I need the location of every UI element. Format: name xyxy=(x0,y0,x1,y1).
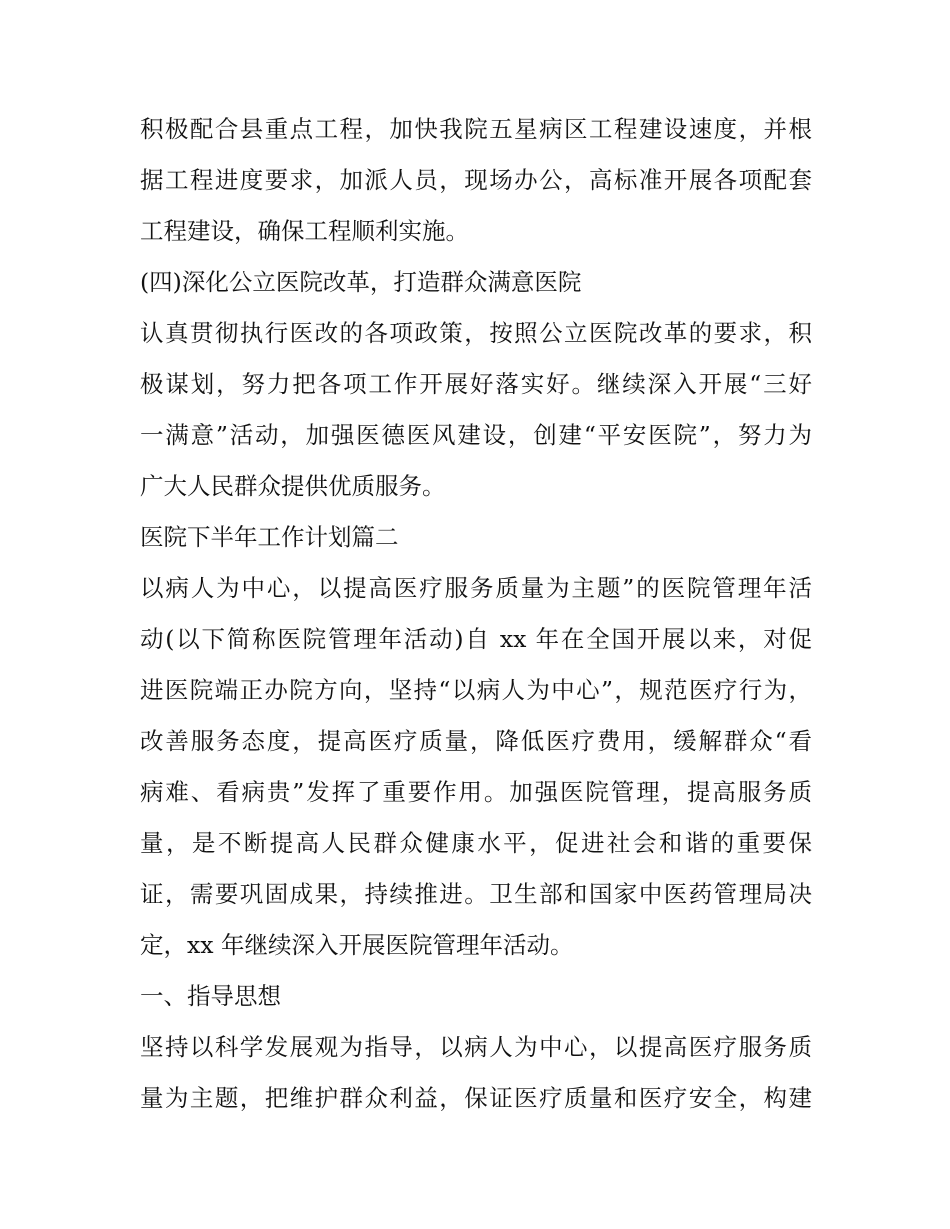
text-line: 量，是不断提高人民群众健康水平，促进社会和谐的重要保 xyxy=(140,829,812,857)
document-body xyxy=(140,104,812,1124)
text-line: 量为主题，把维护群众利益，保证医疗质量和医疗安全，构建 xyxy=(140,1084,812,1112)
text-line: 定，xx 年继续深入开展医院管理年活动。 xyxy=(140,931,574,959)
text-line: 证，需要巩固成果，持续推进。卫生部和国家中医药管理局决 xyxy=(140,880,812,908)
text-line: 以病人为中心，以提高医疗服务质量为主题”的医院管理年活 xyxy=(140,574,812,602)
section-heading: 医院下半年工作计划篇二 xyxy=(140,523,399,551)
section-heading: 一、指导思想 xyxy=(140,982,281,1010)
text-line: 认真贯彻执行医改的各项政策，按照公立医院改革的要求，积 xyxy=(140,319,812,347)
text-line: 进医院端正办院方向，坚持“以病人为中心”，规范医疗行为， xyxy=(140,676,812,704)
text-line: 坚持以科学发展观为指导，以病人为中心，以提高医疗服务质 xyxy=(140,1033,812,1061)
text-line: 病难、看病贵”发挥了重要作用。加强医院管理，提高服务质 xyxy=(140,778,812,806)
text-line: 工程建设，确保工程顺利实施。 xyxy=(140,217,469,245)
text-line: 改善服务态度，提高医疗质量，降低医疗费用，缓解群众“看 xyxy=(140,727,812,755)
text-line: 广大人民群众提供优质服务。 xyxy=(140,472,446,500)
text-line: 积极配合县重点工程，加快我院五星病区工程建设速度，并根 xyxy=(140,115,812,143)
text-line: 极谋划，努力把各项工作开展好落实好。继续深入开展“三好 xyxy=(140,370,812,398)
text-line: 一满意”活动，加强医德医风建设，创建“平安医院”，努力为 xyxy=(140,421,812,449)
text-line: 动(以下简称医院管理年活动)自 xx 年在全国开展以来，对促 xyxy=(140,625,812,653)
section-heading: (四)深化公立医院改革，打造群众满意医院 xyxy=(140,268,582,296)
text-line: 据工程进度要求，加派人员，现场办公，高标准开展各项配套 xyxy=(140,166,812,194)
